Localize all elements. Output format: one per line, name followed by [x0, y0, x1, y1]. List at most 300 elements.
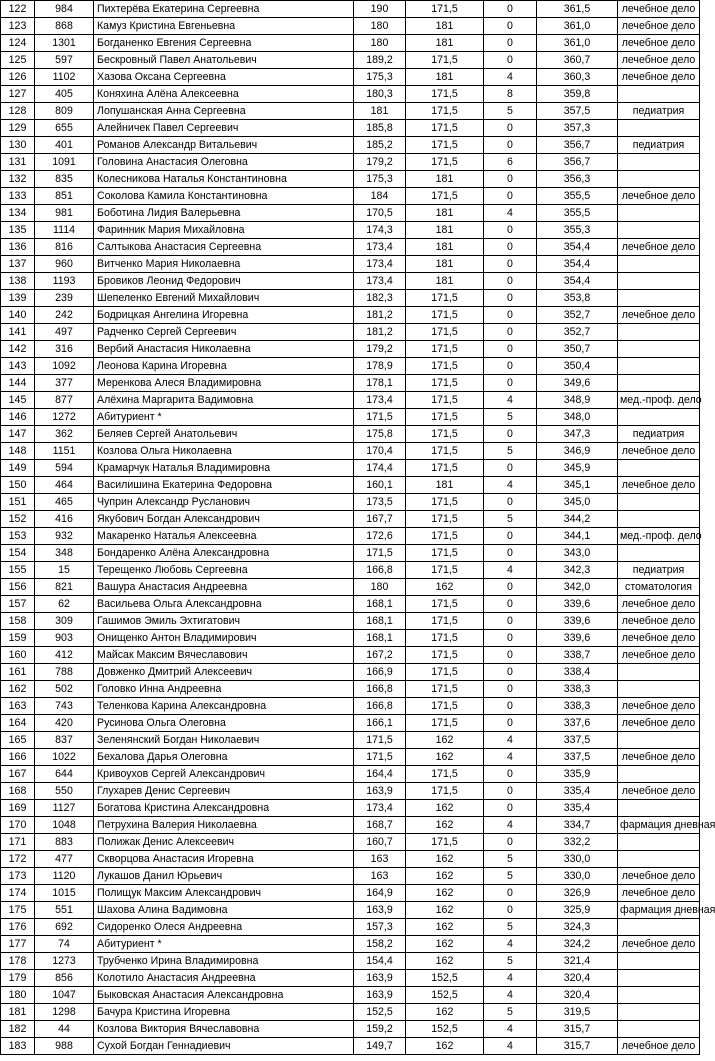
name-cell: Васильева Ольга Александровна: [94, 596, 354, 613]
specialty-cell: [618, 766, 700, 783]
specialty-cell: лечебное дело: [618, 885, 700, 902]
score-cell: 149,7: [354, 1038, 406, 1055]
name-cell: Богданенко Евгения Сергеевна: [94, 35, 354, 52]
rank-cell: 168: [1, 783, 35, 800]
specialty-cell: [618, 987, 700, 1004]
id-cell: 594: [35, 460, 94, 477]
rank-cell: 145: [1, 392, 35, 409]
rank-cell: 161: [1, 664, 35, 681]
rank-cell: 132: [1, 171, 35, 188]
score-cell: 166,8: [354, 698, 406, 715]
exam-cell: 181: [406, 205, 484, 222]
exam-cell: 171,5: [406, 494, 484, 511]
score-cell: 159,2: [354, 1021, 406, 1038]
bonus-cell: 4: [484, 987, 537, 1004]
specialty-cell: мед.-проф. дело: [618, 528, 700, 545]
exam-cell: 171,5: [406, 562, 484, 579]
specialty-cell: [618, 120, 700, 137]
name-cell: Глухарев Денис Сергеевич: [94, 783, 354, 800]
score-cell: 185,2: [354, 137, 406, 154]
id-cell: 960: [35, 256, 94, 273]
specialty-cell: мед.-проф. дело: [618, 392, 700, 409]
table-row: [1, 766, 700, 783]
bonus-cell: 5: [484, 868, 537, 885]
specialty-cell: фармация дневная: [618, 902, 700, 919]
id-cell: 416: [35, 511, 94, 528]
total-cell: 348,0: [537, 409, 618, 426]
total-cell: 321,4: [537, 953, 618, 970]
specialty-cell: лечебное дело: [618, 698, 700, 715]
total-cell: 337,5: [537, 749, 618, 766]
id-cell: 420: [35, 715, 94, 732]
table-row: [1, 1004, 700, 1021]
total-cell: 345,9: [537, 460, 618, 477]
id-cell: 1114: [35, 222, 94, 239]
table-row: [1, 392, 700, 409]
id-cell: 1193: [35, 273, 94, 290]
id-cell: 877: [35, 392, 94, 409]
rank-cell: 131: [1, 154, 35, 171]
rank-cell: 165: [1, 732, 35, 749]
rank-cell: 163: [1, 698, 35, 715]
table-row: [1, 936, 700, 953]
name-cell: Сухой Богдан Геннадиевич: [94, 1038, 354, 1055]
score-cell: 179,2: [354, 341, 406, 358]
score-cell: 173,4: [354, 800, 406, 817]
table-row: [1, 919, 700, 936]
score-cell: 166,8: [354, 562, 406, 579]
id-cell: 1301: [35, 35, 94, 52]
bonus-cell: 0: [484, 800, 537, 817]
rank-cell: 135: [1, 222, 35, 239]
table-row: [1, 902, 700, 919]
score-cell: 168,1: [354, 630, 406, 647]
bonus-cell: 4: [484, 477, 537, 494]
bonus-cell: 0: [484, 528, 537, 545]
id-cell: 1298: [35, 1004, 94, 1021]
total-cell: 343,0: [537, 545, 618, 562]
table-row: [1, 409, 700, 426]
rank-cell: 174: [1, 885, 35, 902]
score-cell: 154,4: [354, 953, 406, 970]
score-cell: 166,1: [354, 715, 406, 732]
name-cell: Головина Анастасия Олеговна: [94, 154, 354, 171]
name-cell: Салтыкова Анастасия Сергеевна: [94, 239, 354, 256]
total-cell: 360,3: [537, 69, 618, 86]
exam-cell: 171,5: [406, 154, 484, 171]
total-cell: 361,0: [537, 18, 618, 35]
bonus-cell: 8: [484, 86, 537, 103]
rank-cell: 133: [1, 188, 35, 205]
total-cell: 338,7: [537, 647, 618, 664]
specialty-cell: лечебное дело: [618, 239, 700, 256]
table-row: [1, 562, 700, 579]
id-cell: 1022: [35, 749, 94, 766]
specialty-cell: [618, 341, 700, 358]
id-cell: 1091: [35, 154, 94, 171]
name-cell: Колесникова Наталья Константиновна: [94, 171, 354, 188]
rank-cell: 134: [1, 205, 35, 222]
id-cell: 362: [35, 426, 94, 443]
id-cell: 477: [35, 851, 94, 868]
specialty-cell: [618, 953, 700, 970]
exam-cell: 171,5: [406, 290, 484, 307]
specialty-cell: лечебное дело: [618, 35, 700, 52]
total-cell: 356,3: [537, 171, 618, 188]
score-cell: 168,1: [354, 596, 406, 613]
bonus-cell: 0: [484, 885, 537, 902]
specialty-cell: [618, 511, 700, 528]
rank-cell: 166: [1, 749, 35, 766]
rank-cell: 175: [1, 902, 35, 919]
name-cell: Лопушанская Анна Сергеевна: [94, 103, 354, 120]
table-row: [1, 120, 700, 137]
table-row: [1, 1038, 700, 1055]
exam-cell: 162: [406, 902, 484, 919]
total-cell: 357,5: [537, 103, 618, 120]
score-cell: 182,3: [354, 290, 406, 307]
score-cell: 175,8: [354, 426, 406, 443]
bonus-cell: 0: [484, 239, 537, 256]
name-cell: Скворцова Анастасия Игоревна: [94, 851, 354, 868]
score-cell: 160,7: [354, 834, 406, 851]
id-cell: 74: [35, 936, 94, 953]
specialty-cell: лечебное дело: [618, 69, 700, 86]
bonus-cell: 0: [484, 766, 537, 783]
name-cell: Бондаренко Алёна Александровна: [94, 545, 354, 562]
name-cell: Вербий Анастасия Николаевна: [94, 341, 354, 358]
id-cell: 788: [35, 664, 94, 681]
exam-cell: 181: [406, 273, 484, 290]
rank-cell: 122: [1, 1, 35, 18]
score-cell: 173,4: [354, 239, 406, 256]
score-cell: 171,5: [354, 409, 406, 426]
name-cell: Бровиков Леонид Федорович: [94, 273, 354, 290]
exam-cell: 171,5: [406, 511, 484, 528]
id-cell: 1092: [35, 358, 94, 375]
total-cell: 339,6: [537, 596, 618, 613]
table-row: [1, 715, 700, 732]
rank-cell: 139: [1, 290, 35, 307]
exam-cell: 171,5: [406, 834, 484, 851]
bonus-cell: 0: [484, 834, 537, 851]
exam-cell: 152,5: [406, 1021, 484, 1038]
bonus-cell: 0: [484, 273, 537, 290]
rank-cell: 137: [1, 256, 35, 273]
table-row: [1, 613, 700, 630]
table-row: [1, 69, 700, 86]
total-cell: 350,7: [537, 341, 618, 358]
rank-cell: 138: [1, 273, 35, 290]
bonus-cell: 0: [484, 256, 537, 273]
bonus-cell: 0: [484, 630, 537, 647]
bonus-cell: 0: [484, 35, 537, 52]
score-cell: 181,2: [354, 307, 406, 324]
table-row: [1, 817, 700, 834]
total-cell: 350,4: [537, 358, 618, 375]
name-cell: Вашура Анастасия Андреевна: [94, 579, 354, 596]
bonus-cell: 5: [484, 409, 537, 426]
total-cell: 357,3: [537, 120, 618, 137]
specialty-cell: [618, 851, 700, 868]
rank-cell: 176: [1, 919, 35, 936]
table-row: [1, 579, 700, 596]
table-row: [1, 851, 700, 868]
name-cell: Богатова Кристина Александровна: [94, 800, 354, 817]
exam-cell: 162: [406, 868, 484, 885]
table-row: [1, 545, 700, 562]
score-cell: 163: [354, 851, 406, 868]
name-cell: Крамарчук Наталья Владимировна: [94, 460, 354, 477]
bonus-cell: 4: [484, 749, 537, 766]
rank-cell: 157: [1, 596, 35, 613]
id-cell: 984: [35, 1, 94, 18]
specialty-cell: [618, 1004, 700, 1021]
id-cell: 1048: [35, 817, 94, 834]
name-cell: Романов Александр Витальевич: [94, 137, 354, 154]
rank-cell: 144: [1, 375, 35, 392]
bonus-cell: 0: [484, 307, 537, 324]
rank-cell: 128: [1, 103, 35, 120]
exam-cell: 171,5: [406, 426, 484, 443]
name-cell: Алейничек Павел Сергеевич: [94, 120, 354, 137]
specialty-cell: [618, 171, 700, 188]
specialty-cell: [618, 86, 700, 103]
total-cell: 356,7: [537, 137, 618, 154]
total-cell: 352,7: [537, 324, 618, 341]
score-cell: 180,3: [354, 86, 406, 103]
score-cell: 180: [354, 35, 406, 52]
rank-cell: 167: [1, 766, 35, 783]
exam-cell: 171,5: [406, 307, 484, 324]
score-cell: 190: [354, 1, 406, 18]
name-cell: Гашимов Эмиль Эхтигатович: [94, 613, 354, 630]
exam-cell: 171,5: [406, 103, 484, 120]
total-cell: 354,4: [537, 256, 618, 273]
specialty-cell: лечебное дело: [618, 596, 700, 613]
exam-cell: 171,5: [406, 392, 484, 409]
rank-cell: 153: [1, 528, 35, 545]
name-cell: Беляев Сергей Анатольевич: [94, 426, 354, 443]
rank-cell: 146: [1, 409, 35, 426]
name-cell: Бескровный Павел Анатольевич: [94, 52, 354, 69]
id-cell: 1127: [35, 800, 94, 817]
name-cell: Абитуриент *: [94, 409, 354, 426]
score-cell: 173,4: [354, 392, 406, 409]
bonus-cell: 4: [484, 69, 537, 86]
score-cell: 181,2: [354, 324, 406, 341]
name-cell: Зеленянский Богдан Николаевич: [94, 732, 354, 749]
bonus-cell: 0: [484, 698, 537, 715]
exam-cell: 171,5: [406, 528, 484, 545]
specialty-cell: [618, 205, 700, 222]
name-cell: Полижак Денис Алексеевич: [94, 834, 354, 851]
total-cell: 353,8: [537, 290, 618, 307]
exam-cell: 171,5: [406, 766, 484, 783]
specialty-cell: лечебное дело: [618, 715, 700, 732]
total-cell: 347,3: [537, 426, 618, 443]
specialty-cell: лечебное дело: [618, 443, 700, 460]
id-cell: 932: [35, 528, 94, 545]
rank-cell: 149: [1, 460, 35, 477]
score-cell: 163,9: [354, 902, 406, 919]
name-cell: Кривоухов Сергей Александрович: [94, 766, 354, 783]
exam-cell: 171,5: [406, 358, 484, 375]
name-cell: Соколова Камила Константиновна: [94, 188, 354, 205]
score-cell: 164,9: [354, 885, 406, 902]
bonus-cell: 0: [484, 460, 537, 477]
specialty-cell: лечебное дело: [618, 1038, 700, 1055]
score-cell: 173,4: [354, 273, 406, 290]
total-cell: 359,8: [537, 86, 618, 103]
rank-cell: 170: [1, 817, 35, 834]
exam-cell: 171,5: [406, 664, 484, 681]
name-cell: Русинова Ольга Олеговна: [94, 715, 354, 732]
exam-cell: 181: [406, 239, 484, 256]
exam-cell: 171,5: [406, 681, 484, 698]
bonus-cell: 0: [484, 324, 537, 341]
name-cell: Меренкова Алеся Владимировна: [94, 375, 354, 392]
table-row: [1, 970, 700, 987]
table-row: [1, 800, 700, 817]
exam-cell: 162: [406, 885, 484, 902]
bonus-cell: 4: [484, 1038, 537, 1055]
total-cell: 354,4: [537, 239, 618, 256]
name-cell: Теленкова Карина Александровна: [94, 698, 354, 715]
specialty-cell: лечебное дело: [618, 188, 700, 205]
table-row: [1, 630, 700, 647]
name-cell: Алёхина Маргарита Вадимовна: [94, 392, 354, 409]
bonus-cell: 6: [484, 154, 537, 171]
id-cell: 464: [35, 477, 94, 494]
specialty-cell: педиатрия: [618, 137, 700, 154]
specialty-cell: [618, 732, 700, 749]
table-row: [1, 324, 700, 341]
specialty-cell: [618, 324, 700, 341]
rank-cell: 148: [1, 443, 35, 460]
bonus-cell: 0: [484, 783, 537, 800]
score-cell: 173,5: [354, 494, 406, 511]
table-body: [1, 1, 715, 1055]
id-cell: 242: [35, 307, 94, 324]
rank-cell: 130: [1, 137, 35, 154]
name-cell: Бодрицкая Ангелина Игоревна: [94, 307, 354, 324]
id-cell: 497: [35, 324, 94, 341]
score-cell: 174,4: [354, 460, 406, 477]
total-cell: 315,7: [537, 1021, 618, 1038]
table-row: [1, 375, 700, 392]
rank-cell: 123: [1, 18, 35, 35]
bonus-cell: 0: [484, 358, 537, 375]
total-cell: 361,5: [537, 1, 618, 18]
rank-cell: 183: [1, 1038, 35, 1055]
id-cell: 502: [35, 681, 94, 698]
total-cell: 339,6: [537, 630, 618, 647]
table-row: [1, 664, 700, 681]
exam-cell: 162: [406, 1004, 484, 1021]
total-cell: 360,7: [537, 52, 618, 69]
bonus-cell: 4: [484, 817, 537, 834]
exam-cell: 171,5: [406, 409, 484, 426]
specialty-cell: [618, 919, 700, 936]
bonus-cell: 5: [484, 919, 537, 936]
score-cell: 171,5: [354, 749, 406, 766]
total-cell: 330,0: [537, 868, 618, 885]
rank-cell: 169: [1, 800, 35, 817]
id-cell: 903: [35, 630, 94, 647]
total-cell: 346,9: [537, 443, 618, 460]
total-cell: 339,6: [537, 613, 618, 630]
rank-cell: 158: [1, 613, 35, 630]
specialty-cell: педиатрия: [618, 103, 700, 120]
id-cell: 597: [35, 52, 94, 69]
rank-cell: 173: [1, 868, 35, 885]
name-cell: Лукашов Данил Юрьевич: [94, 868, 354, 885]
id-cell: 1015: [35, 885, 94, 902]
bonus-cell: 4: [484, 732, 537, 749]
bonus-cell: 0: [484, 341, 537, 358]
table-row: [1, 103, 700, 120]
total-cell: 355,5: [537, 205, 618, 222]
table-row: [1, 477, 700, 494]
bonus-cell: 0: [484, 715, 537, 732]
total-cell: 349,6: [537, 375, 618, 392]
id-cell: 316: [35, 341, 94, 358]
exam-cell: 162: [406, 732, 484, 749]
id-cell: 377: [35, 375, 94, 392]
exam-cell: 171,5: [406, 545, 484, 562]
bonus-cell: 0: [484, 596, 537, 613]
table-row: [1, 885, 700, 902]
specialty-cell: [618, 409, 700, 426]
table-row: [1, 239, 700, 256]
bonus-cell: 4: [484, 1021, 537, 1038]
exam-cell: 162: [406, 817, 484, 834]
total-cell: 319,5: [537, 1004, 618, 1021]
table-row: [1, 154, 700, 171]
specialty-cell: [618, 545, 700, 562]
specialty-cell: [618, 222, 700, 239]
name-cell: Витченко Мария Николаевна: [94, 256, 354, 273]
id-cell: 401: [35, 137, 94, 154]
name-cell: Коняхина Алёна Алексеевна: [94, 86, 354, 103]
id-cell: 981: [35, 205, 94, 222]
bonus-cell: 0: [484, 18, 537, 35]
table-row: [1, 222, 700, 239]
bonus-cell: 4: [484, 970, 537, 987]
total-cell: 355,5: [537, 188, 618, 205]
id-cell: 821: [35, 579, 94, 596]
exam-cell: 162: [406, 851, 484, 868]
bonus-cell: 5: [484, 953, 537, 970]
id-cell: 868: [35, 18, 94, 35]
rank-cell: 155: [1, 562, 35, 579]
id-cell: 405: [35, 86, 94, 103]
exam-cell: 171,5: [406, 375, 484, 392]
bonus-cell: 0: [484, 613, 537, 630]
score-cell: 171,5: [354, 545, 406, 562]
score-cell: 189,2: [354, 52, 406, 69]
bonus-cell: 5: [484, 851, 537, 868]
exam-cell: 181: [406, 69, 484, 86]
total-cell: 338,4: [537, 664, 618, 681]
specialty-cell: лечебное дело: [618, 1, 700, 18]
id-cell: 1047: [35, 987, 94, 1004]
rank-cell: 127: [1, 86, 35, 103]
rank-cell: 141: [1, 324, 35, 341]
score-cell: 170,4: [354, 443, 406, 460]
table-row: [1, 987, 700, 1004]
